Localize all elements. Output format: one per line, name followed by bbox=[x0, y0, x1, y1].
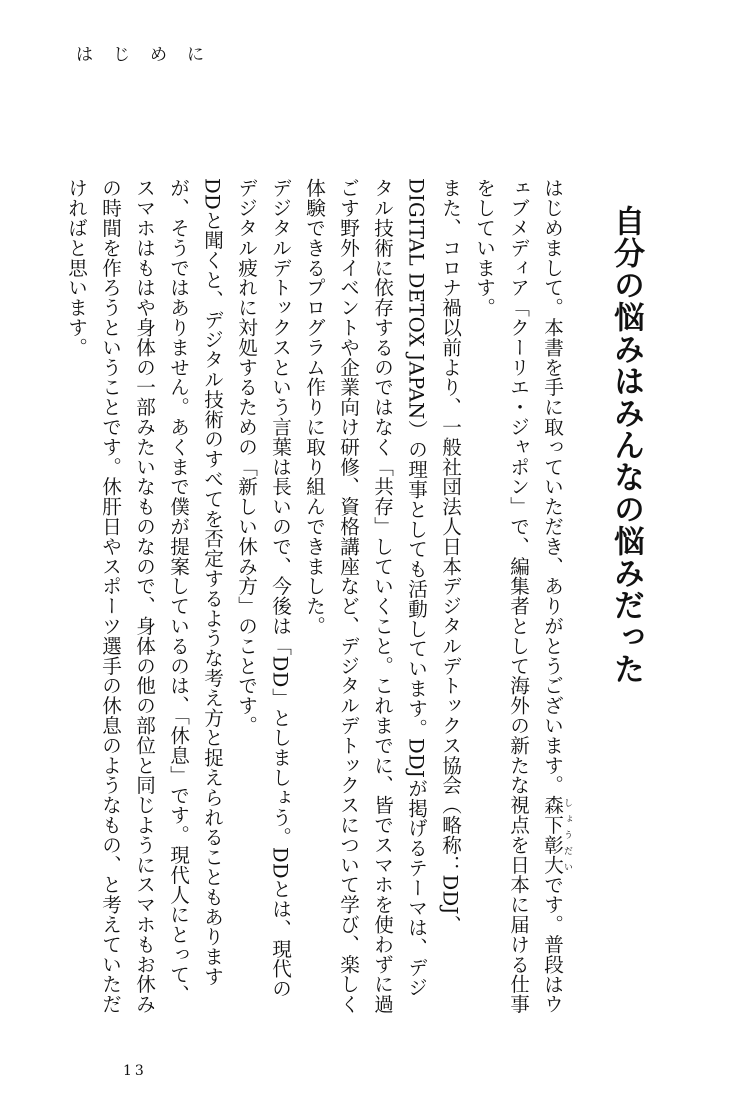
paragraph-introduction-end: です。普段はウェブメディア「クーリエ・ジャポン」で、編集者として海外の新たな視点を日本に届ける仕事をしています。 bbox=[472, 178, 564, 1014]
body-text bbox=[64, 178, 572, 1016]
author-name-reading: しょうだい bbox=[562, 794, 572, 875]
chapter-title: 自分の悩みはみんなの悩みだった bbox=[608, 205, 644, 685]
paragraph-dd-definition: デジタルデトックスという言葉は長いので、今後は「DD」としましょう。DDとは、現代のデジタル疲れに対処するための「新しい休み方」のことです。 bbox=[234, 178, 292, 999]
paragraph-ddj: また、コロナ禍以前より、一般社団法人日本デジタルデトックス協会（略称：DDJ、DIGITAL DETOX JAPAN）の理事としても活動しています。DDJが掲げるテーマは、デジタル技術に依存するのではなく「共存」していくこと。これまでに、皆でスマホを使わずに過ごす野外イベントや企業向け研修、資格講座など、デジタルデトックスについて学び、楽しく体験できるプログラム作りに取り組んできました。 bbox=[302, 178, 462, 1014]
author-name-text: 森下彰大 bbox=[540, 794, 564, 875]
paragraph-introduction bbox=[467, 178, 573, 1016]
paragraph-rest: DDと聞くと、デジタル技術のすべてを否定するような考え方と捉えられることもありますが、そうではありません。あくまで僕が提案しているのは、「休息」です。現代人にとって、スマホはもはや身体の一部みたいなものなので、身体の他の部位と同じようにスマホもお休みの時間を作ろうということです。休肝日やスポーツ選手の休息のようなもの、と考えていただければと思います。 bbox=[64, 178, 224, 1014]
page-number: 13 bbox=[123, 1063, 147, 1079]
running-header: はじめに bbox=[76, 45, 224, 65]
author-name bbox=[540, 794, 572, 875]
paragraph-introduction-start: はじめまして。本書を手に取っていただき、ありがとうございます。 bbox=[540, 178, 564, 795]
